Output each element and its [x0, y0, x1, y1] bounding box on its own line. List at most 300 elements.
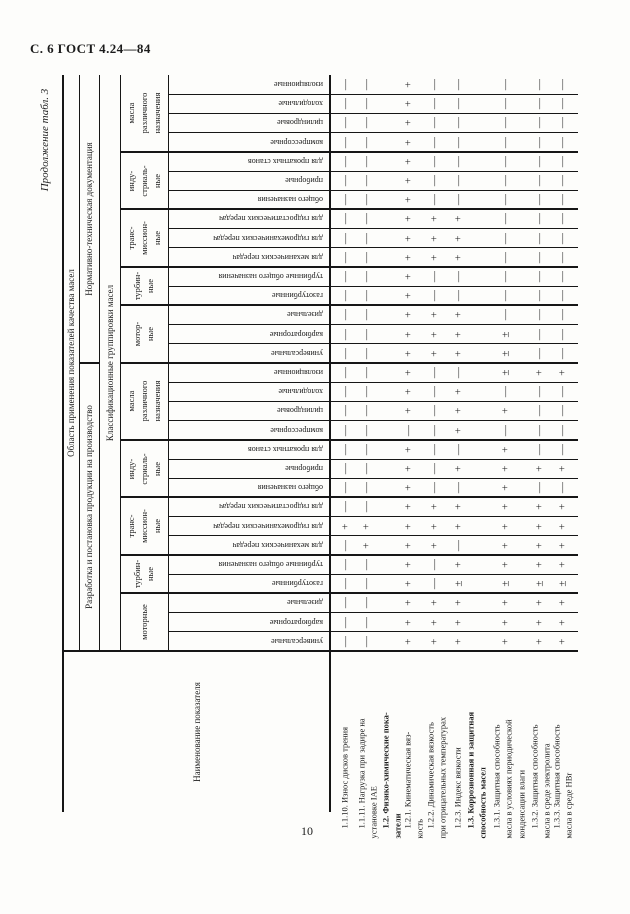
data-cell: + — [556, 503, 568, 511]
data-cell: + — [402, 311, 414, 319]
group-cell-label: масла различного назначения — [125, 381, 162, 422]
data-cell: — — [533, 155, 545, 167]
group-cell — [120, 497, 168, 555]
data-cell: — — [428, 578, 440, 590]
oil-type-label: для прокатных станов — [247, 444, 323, 454]
data-cell: — — [556, 98, 568, 110]
group-cell — [120, 267, 168, 305]
data-cell: — — [339, 175, 351, 187]
data-cell: + — [428, 215, 440, 223]
data-cell: + — [452, 561, 464, 568]
data-cell: + — [499, 407, 511, 415]
oil-type-label: газотурбинные — [271, 291, 323, 301]
data-cell: — — [339, 328, 351, 340]
data-cell: — — [339, 79, 351, 91]
doc-header: С. 6 ГОСТ 4.24—84 — [30, 41, 151, 56]
data-cell: + — [428, 503, 440, 511]
data-cell: — — [499, 309, 511, 321]
grid-line — [62, 75, 64, 812]
data-cell: — — [452, 367, 464, 379]
data-cell: — — [360, 367, 372, 379]
data-cell: — — [360, 347, 372, 359]
data-cell: — — [360, 635, 372, 647]
data-cell: — — [339, 194, 351, 206]
data-cell: — — [499, 136, 511, 148]
oil-type-label: для гидростатических передач — [219, 214, 323, 224]
oil-type-label: универсальные — [271, 348, 323, 358]
group-cell-label: масла различного назначения — [125, 93, 162, 134]
data-cell: — — [556, 79, 568, 91]
data-cell: + — [402, 273, 414, 280]
data-cell: — — [533, 482, 545, 494]
data-cell: + — [402, 254, 414, 261]
data-cell: — — [533, 424, 545, 436]
data-cell: + — [452, 215, 464, 223]
oil-type-label: для прокатных станов — [247, 156, 323, 166]
group-cell-label: мотор- ные — [132, 321, 155, 347]
oil-type-label: газотурбинные — [271, 579, 323, 589]
data-cell: — — [428, 386, 440, 398]
indicator-label-line: 1.3.1. Защитная способность — [491, 724, 501, 828]
data-cell: + — [402, 523, 414, 530]
data-cell: + — [499, 638, 511, 645]
data-cell: + — [556, 638, 568, 645]
data-cell: — — [360, 136, 372, 148]
data-cell: — — [360, 597, 372, 609]
data-cell: — — [533, 117, 545, 129]
data-cell: + — [402, 81, 414, 88]
data-cell: — — [499, 290, 511, 302]
data-cell: — — [556, 194, 568, 206]
oil-type-label: холодильные — [278, 387, 323, 397]
data-cell: + — [556, 619, 568, 626]
data-cell: — — [533, 309, 545, 321]
oil-type-label: турбинные общего назначения — [218, 560, 323, 570]
indicator-label-line: масла в среде HBr — [563, 772, 574, 838]
oil-type-cell — [168, 574, 328, 593]
data-cell: + — [499, 561, 511, 568]
data-cell: — — [556, 136, 568, 148]
indicator-label — [503, 653, 516, 840]
data-cell: + — [556, 599, 568, 607]
data-cell: — — [452, 539, 464, 551]
data-cell: — — [452, 136, 464, 148]
oil-type-label: карбюраторные — [269, 617, 323, 627]
data-cell: — — [339, 559, 351, 571]
data-cell: — — [533, 290, 545, 302]
data-cell: + — [402, 119, 414, 127]
indicator-label-line: 1.2.3. Индекс вязкости — [452, 746, 462, 828]
data-cell: — — [360, 175, 372, 187]
oil-type-cell — [168, 248, 328, 267]
data-cell: + — [402, 619, 414, 626]
data-cell: + — [452, 331, 464, 338]
indicator-label — [464, 653, 477, 840]
data-cell: + — [402, 350, 414, 357]
data-cell: — — [339, 386, 351, 398]
data-cell: — — [402, 424, 414, 436]
indicator-label-line: 1.2.2. Динамическая вязкость — [425, 721, 435, 828]
oil-type-label: карбюраторные — [269, 329, 323, 339]
data-cell: — — [360, 271, 372, 283]
data-cell: — — [556, 213, 568, 225]
data-cell: + — [556, 465, 568, 472]
data-cell: — — [499, 175, 511, 187]
data-cell: — — [499, 232, 511, 244]
data-cell: + — [428, 619, 440, 626]
oil-type-label: универсальные — [271, 636, 323, 646]
oil-type-cell — [168, 325, 328, 344]
data-cell: — — [428, 117, 440, 129]
oil-type-cell — [168, 267, 328, 286]
oil-type-cell — [168, 152, 328, 171]
data-cell: — — [339, 424, 351, 436]
data-cell: + — [402, 196, 414, 203]
data-cell: — — [452, 271, 464, 283]
table-header-section-ntd: Нормативно-техническая документация — [84, 142, 94, 296]
data-cell: + — [499, 542, 511, 549]
oil-type-label: компрессорные — [270, 137, 323, 147]
data-cell: + — [452, 235, 464, 242]
data-cell: — — [339, 463, 351, 475]
data-cell: — — [360, 328, 372, 340]
data-cell: — — [360, 213, 372, 225]
oil-type-cell — [168, 94, 328, 113]
oil-type-label: для механических передач — [232, 540, 323, 550]
group-cell-label: турбин- ные — [132, 272, 155, 301]
data-cell: — — [339, 251, 351, 263]
oil-type-cell — [168, 113, 328, 132]
data-cell: — — [556, 328, 568, 340]
group-cell-label: транс- миссион- ные — [125, 509, 162, 544]
data-cell: ± — [533, 580, 545, 587]
data-cell: + — [428, 638, 440, 645]
data-cell: — — [360, 424, 372, 436]
data-cell: + — [428, 331, 440, 338]
data-cell: — — [452, 443, 464, 455]
data-cell: — — [428, 405, 440, 417]
indicator-label — [550, 653, 563, 840]
data-cell: + — [402, 503, 414, 511]
data-cell: + — [499, 503, 511, 511]
data-cell: + — [533, 542, 545, 549]
oil-type-cell — [168, 517, 328, 536]
group-cell — [120, 593, 168, 651]
data-cell: + — [402, 215, 414, 223]
oil-type-cell — [168, 478, 328, 497]
indicator-label-line: 1.3.3. Защитная способность — [551, 724, 561, 828]
data-cell: — — [533, 175, 545, 187]
data-cell: — — [339, 309, 351, 321]
group-cell-label: транс- миссион- ные — [125, 221, 162, 256]
data-cell: — — [360, 578, 372, 590]
oil-type-label: турбинные общего назначения — [218, 272, 323, 282]
data-cell: — — [428, 482, 440, 494]
indicator-label-line: 1.2. Физико-химические пока- — [380, 711, 390, 828]
data-cell: — — [452, 98, 464, 110]
data-cell: + — [402, 638, 414, 645]
indicator-label-line: способность масел — [477, 766, 488, 838]
data-cell: — — [360, 79, 372, 91]
data-cell: — — [339, 271, 351, 283]
data-cell: + — [452, 465, 464, 472]
indicator-label — [355, 653, 368, 840]
data-cell: — — [339, 539, 351, 551]
data-cell: ± — [499, 350, 511, 357]
data-cell: — — [360, 251, 372, 263]
data-cell: — — [339, 616, 351, 628]
data-cell: + — [533, 599, 545, 607]
data-cell: — — [428, 175, 440, 187]
data-cell: + — [402, 369, 414, 376]
data-cell: — — [533, 79, 545, 91]
data-cell: — — [556, 155, 568, 167]
data-cell: + — [452, 427, 464, 434]
data-cell: — — [360, 117, 372, 129]
data-cell: — — [339, 155, 351, 167]
indicator-label-line: 1.1.10. Износ дисков трения — [339, 726, 349, 828]
data-cell: — — [428, 194, 440, 206]
data-cell: — — [339, 501, 351, 513]
data-cell: — — [556, 482, 568, 494]
oil-type-label: для гидростатических передач — [219, 502, 323, 512]
data-cell: + — [402, 331, 414, 338]
oil-type-label: цилиндровые — [277, 406, 323, 416]
indicator-label — [338, 653, 351, 840]
oil-type-label: компрессорные — [270, 425, 323, 435]
oil-type-label: приборные — [285, 176, 323, 186]
data-cell: — — [339, 290, 351, 302]
data-cell: + — [402, 542, 414, 549]
data-cell: ± — [556, 580, 568, 587]
data-cell: — — [360, 616, 372, 628]
data-cell: + — [452, 388, 464, 395]
data-cell: + — [499, 446, 511, 453]
data-cell: — — [556, 309, 568, 321]
oil-type-cell — [168, 401, 328, 420]
data-cell: + — [339, 523, 351, 530]
indicator-label-line: конденсации влаги — [516, 769, 526, 838]
oil-type-cell — [168, 75, 328, 94]
data-cell: — — [556, 290, 568, 302]
data-cell: — — [499, 98, 511, 110]
data-cell: — — [360, 232, 372, 244]
indicator-label — [379, 653, 392, 840]
data-cell: + — [452, 638, 464, 645]
grid-line — [329, 75, 331, 812]
data-cell: + — [428, 350, 440, 357]
data-cell: + — [428, 311, 440, 319]
data-cell: — — [556, 251, 568, 263]
oil-type-cell — [168, 555, 328, 574]
indicator-label-line: 1.2.1. Кинематическая вяз- — [402, 731, 412, 828]
oil-type-label: холодильные — [278, 99, 323, 109]
data-cell: — — [499, 194, 511, 206]
data-cell: — — [499, 117, 511, 129]
data-cell: — — [556, 117, 568, 129]
data-cell: — — [533, 271, 545, 283]
table-header-classification: Классификационные группировки масел — [104, 284, 115, 442]
oil-type-label: для механических передач — [232, 252, 323, 262]
oil-type-label: приборные — [285, 464, 323, 474]
data-cell: + — [402, 599, 414, 607]
table-continuation-note: Продолжение табл. 3 — [39, 88, 51, 192]
data-cell: ± — [499, 580, 511, 587]
indicator-label-line: при отрицательных температурах — [437, 716, 448, 838]
data-cell: — — [428, 290, 440, 302]
data-cell: — — [339, 578, 351, 590]
data-cell: — — [499, 251, 511, 263]
oil-type-cell — [168, 171, 328, 190]
data-cell: — — [452, 155, 464, 167]
oil-type-cell — [168, 190, 328, 209]
group-cell — [120, 363, 168, 440]
group-cell — [120, 555, 168, 593]
data-cell: — — [360, 98, 372, 110]
data-cell: — — [339, 443, 351, 455]
page-number: 10 — [301, 824, 313, 838]
data-cell: + — [452, 407, 464, 415]
oil-type-label: изоляционные — [273, 368, 323, 378]
data-cell: — — [499, 386, 511, 398]
data-cell: — — [556, 232, 568, 244]
oil-type-cell — [168, 305, 328, 324]
oil-type-cell — [168, 593, 328, 612]
data-cell: — — [360, 386, 372, 398]
data-cell: — — [360, 501, 372, 513]
data-cell: + — [452, 599, 464, 607]
data-cell: — — [533, 213, 545, 225]
data-cell: — — [533, 328, 545, 340]
data-cell: + — [402, 407, 414, 415]
data-cell: — — [428, 424, 440, 436]
data-cell: + — [556, 542, 568, 549]
indicator-label-line: установке IAE — [368, 785, 379, 838]
data-cell: + — [428, 542, 440, 549]
data-cell: + — [499, 599, 511, 607]
data-cell: + — [452, 254, 464, 261]
data-cell: — — [533, 405, 545, 417]
data-cell: + — [452, 523, 464, 530]
table-corner-header: Наименование показателя — [191, 681, 202, 782]
indicator-label-line: 1.3. Коррозионная и защитная — [465, 711, 475, 828]
indicator-label-line: кость — [414, 818, 425, 838]
data-cell: + — [533, 523, 545, 530]
data-cell: + — [402, 235, 414, 242]
data-cell: + — [402, 292, 414, 299]
group-cell — [120, 152, 168, 210]
group-cell — [120, 75, 168, 152]
data-cell: — — [452, 175, 464, 187]
data-cell: — — [452, 290, 464, 302]
data-cell: + — [402, 484, 414, 491]
data-cell: — — [360, 309, 372, 321]
data-cell: — — [556, 386, 568, 398]
data-cell: — — [360, 155, 372, 167]
data-cell: — — [556, 271, 568, 283]
oil-type-label: изоляционные — [273, 80, 323, 90]
oil-type-cell — [168, 286, 328, 305]
data-cell: — — [533, 98, 545, 110]
data-cell: + — [533, 619, 545, 626]
group-cell-label: инду- стриаль- ные — [125, 453, 162, 485]
oil-type-cell — [168, 440, 328, 459]
grid-line — [79, 362, 99, 364]
data-cell: — — [499, 424, 511, 436]
data-cell: — — [360, 290, 372, 302]
table-header-section-development: Разработка и постановка продукции на производство — [84, 405, 94, 609]
group-cell-label: моторные — [138, 604, 149, 641]
indicator-label — [424, 653, 437, 840]
data-cell: — — [533, 232, 545, 244]
data-cell: + — [428, 235, 440, 242]
data-cell: ± — [499, 369, 511, 376]
data-cell: + — [452, 350, 464, 357]
data-cell: — — [428, 367, 440, 379]
oil-type-cell — [168, 229, 328, 248]
data-cell: — — [339, 232, 351, 244]
indicator-label — [515, 653, 528, 840]
data-cell: — — [360, 463, 372, 475]
data-cell: — — [556, 443, 568, 455]
data-cell: + — [533, 638, 545, 645]
data-cell: + — [533, 561, 545, 568]
data-cell: — — [452, 482, 464, 494]
oil-type-cell — [168, 421, 328, 440]
data-cell: ± — [499, 331, 511, 338]
data-cell: + — [499, 523, 511, 530]
oil-type-cell — [168, 209, 328, 228]
oil-type-label: общего назначения — [257, 483, 323, 493]
data-cell: + — [452, 619, 464, 626]
data-cell: — — [499, 155, 511, 167]
data-cell: + — [556, 523, 568, 530]
data-cell: — — [339, 597, 351, 609]
data-cell: + — [499, 465, 511, 472]
indicator-label-line: затели — [392, 812, 403, 838]
data-cell: — — [339, 136, 351, 148]
data-cell: + — [533, 369, 545, 376]
oil-type-cell — [168, 613, 328, 632]
data-cell: — — [556, 424, 568, 436]
indicator-label — [477, 653, 490, 840]
data-cell: — — [428, 155, 440, 167]
indicator-label — [528, 653, 541, 840]
data-cell: — — [428, 559, 440, 571]
data-cell: + — [360, 523, 372, 530]
data-cell: — — [533, 386, 545, 398]
data-cell: — — [360, 194, 372, 206]
data-cell: — — [428, 98, 440, 110]
data-cell: — — [533, 347, 545, 359]
data-cell: — — [428, 136, 440, 148]
oil-type-cell — [168, 497, 328, 516]
group-cell-label: турбин- ные — [132, 560, 155, 589]
data-cell: — — [339, 482, 351, 494]
indicator-label-line: 1.1.11. Нагрузка при задире на — [356, 717, 366, 828]
data-cell: + — [556, 369, 568, 376]
data-cell: — — [339, 117, 351, 129]
group-cell — [120, 440, 168, 498]
data-cell: — — [360, 443, 372, 455]
oil-type-label: цилиндровые — [277, 118, 323, 128]
data-cell: — — [556, 347, 568, 359]
data-cell: + — [556, 561, 568, 568]
group-cell-label: инду- стриаль- ные — [125, 165, 162, 197]
oil-type-label: дизельные — [287, 598, 323, 608]
data-cell: + — [402, 561, 414, 568]
data-cell: — — [533, 136, 545, 148]
